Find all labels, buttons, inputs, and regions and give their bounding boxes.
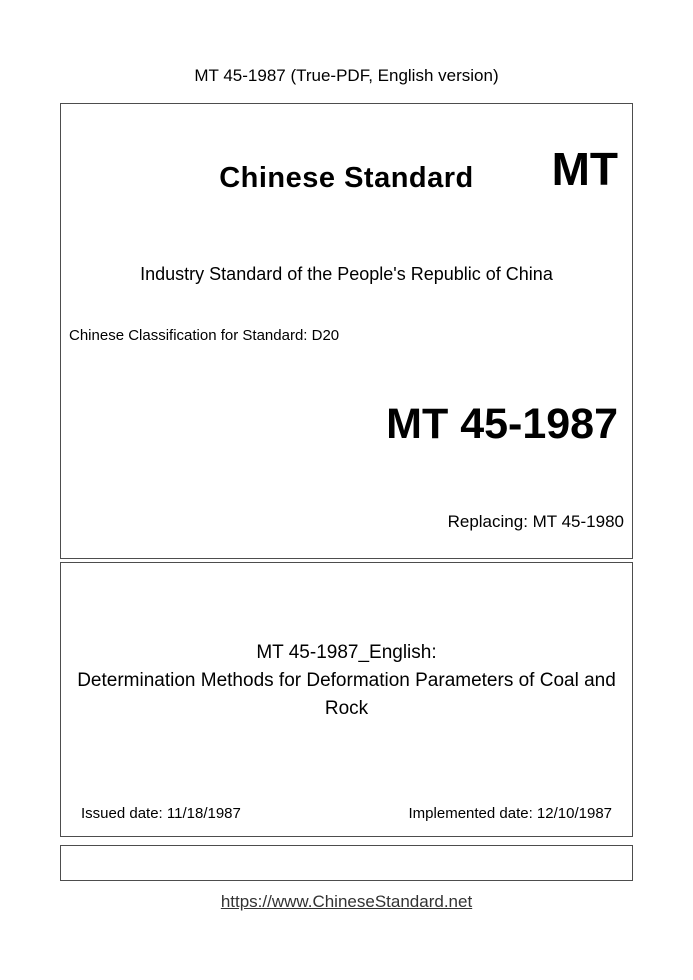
- industry-standard-subtitle: Industry Standard of the People's Republic of China: [140, 264, 553, 284]
- issued-date: Issued date: 11/18/1987: [81, 805, 241, 822]
- empty-strip-box: [60, 845, 633, 881]
- english-title-line1: MT 45-1987_English:: [256, 642, 437, 663]
- standard-type-title: Chinese Standard: [219, 162, 474, 194]
- replacing-text: Replacing: MT 45-1980: [447, 512, 624, 531]
- cover-box-top-section: [60, 103, 633, 559]
- page-footer: [0, 892, 693, 912]
- dates-row: [61, 805, 632, 822]
- standard-number: MT 45-1987: [386, 400, 618, 448]
- standard-code-logo: MT: [551, 143, 618, 195]
- cover-box-bottom-section: [60, 562, 633, 837]
- classification-text: Chinese Classification for Standard: D20: [69, 327, 340, 344]
- page-header-title: MT 45-1987 (True-PDF, English version): [194, 66, 499, 85]
- implemented-date: Implemented date: 12/10/1987: [408, 805, 612, 822]
- footer-link[interactable]: https://www.ChineseStandard.net: [220, 892, 473, 911]
- english-title-block: [61, 639, 632, 723]
- cover-box: [60, 103, 633, 837]
- english-title-line2: Determination Methods for Deformation Parameters of Coal and Rock: [77, 670, 616, 719]
